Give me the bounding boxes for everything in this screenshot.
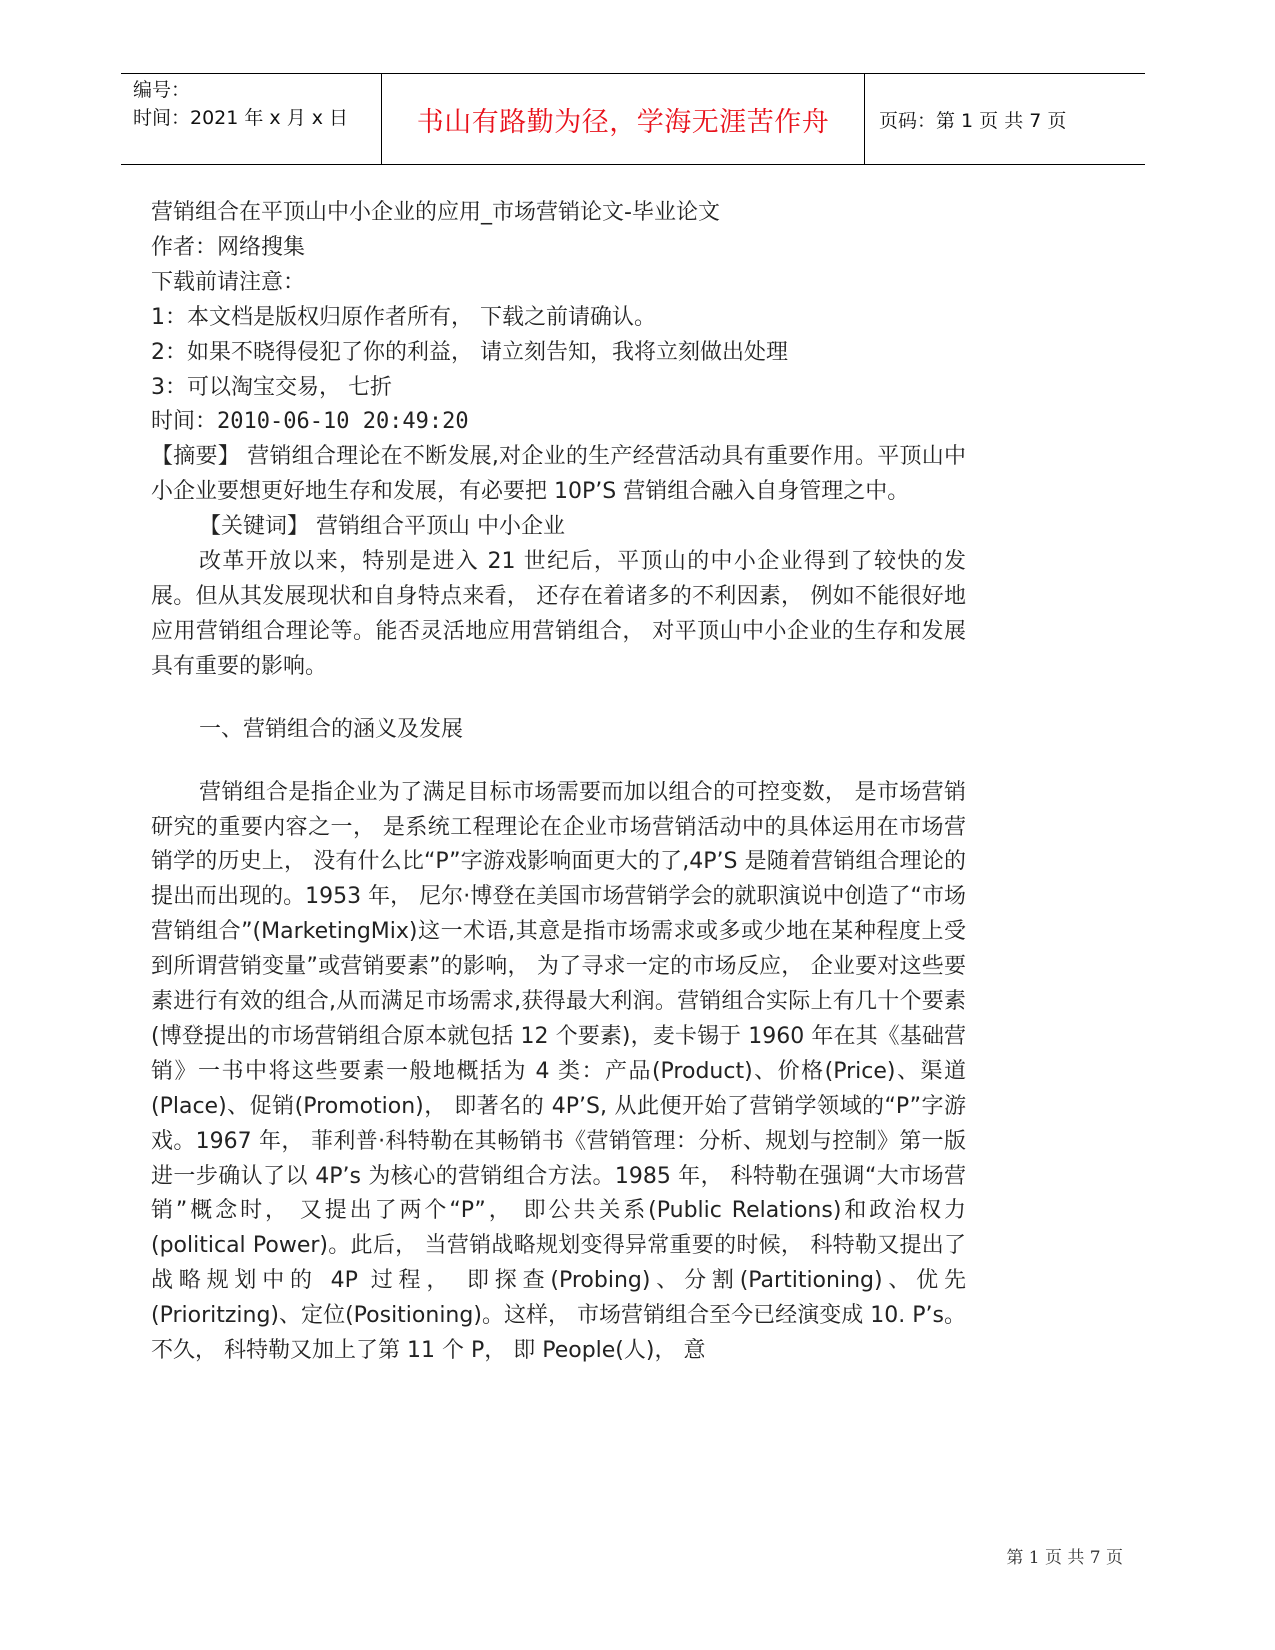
notice-item-1: 1：本文档是版权归原作者所有， 下载之前请确认。 bbox=[151, 304, 656, 330]
body-paragraph-1: 营销组合是指企业为了满足目标市场需要而加以组合的可控变数， 是市场营销研究的重要内容之一， 是系统工程理论在企业市场营销活动中的具体运用在市场营销学的历史上， 没有什么比“P”字游戏影响面更大的了,4P’S 是随着营销组合理论的提出而出现的。1953 年， 尼尔·博登在美国市场营销学会的就职演说中创造了“市场营销组合”(MarketingMix)这一术语,其意是指市场需求或多或少地在某种程度上受到所谓营销变量”或营销要素”的影响， 为了寻求一定的市场反应， 企业要对这些要素进行有效的组合,从而满足市场需求,获得最大利润。营销组合实际上有几十个要素(博登提出的市场营销组合原本就包括 12 个要素)，麦卡锡于 1960 年在其《基础营销》一书中将这些要素一般地概括为 4 类：产品(Product)、价格(Price)、渠道(Place)、促销(Promotion)， 即著名的 4P’S, 从此便开始了营销学领域的“P”字游戏。1967 年， 菲利普·科特勒在其畅销书《营销管理：分析、规划与控制》第一版进一步确认了以 4P’s 为核心的营销组合方法。1985 年， 科特勒在强调“大市场营销”概念时， 又提出了两个“P”， 即公共关系(Public Relations)和政治权力(political Power)。此后， 当营销战略规划变得异常重要的时候， 科特勒又提出了战略规划中的 4P 过程， 即探查(Probing)、分割(Partitioning)、优先(Prioritzing)、定位(Positioning)。这样， 市场营销组合至今已经演变成 10. P’s。不久， 科特勒又加上了第 11 个 P， 即 People(人)， 意 bbox=[151, 779, 966, 1364]
page-footer: 第 1 页 共 7 页 bbox=[1006, 1548, 1123, 1568]
header-motto: 书山有路勤为径，学海无涯苦作舟 bbox=[416, 106, 830, 138]
document-title: 营销组合在平顶山中小企业的应用_市场营销论文-毕业论文 bbox=[151, 200, 720, 225]
document-author: 作者：网络搜集 bbox=[151, 234, 306, 260]
document-time: 时间：2010-06-10 20:49:20 bbox=[151, 409, 469, 435]
section-heading-1: 一、营销组合的涵义及发展 bbox=[199, 716, 464, 742]
header-page-label: 页码：第 1 页 共 7 页 bbox=[879, 109, 1067, 132]
header-left-cell bbox=[121, 74, 381, 164]
header-table bbox=[121, 73, 1145, 165]
header-page-cell bbox=[865, 74, 1145, 164]
header-motto-cell bbox=[381, 74, 865, 164]
notice-item-2: 2：如果不晓得侵犯了你的利益， 请立刻告知，我将立刻做出处理 bbox=[151, 339, 788, 365]
notice-heading: 下载前请注意： bbox=[151, 269, 306, 295]
document-number-label: 编号： bbox=[133, 79, 191, 101]
document-body bbox=[151, 196, 966, 1369]
document-time-label: 时间：2021 年 x 月 x 日 bbox=[133, 107, 349, 129]
notice-item-3: 3：可以淘宝交易， 七折 bbox=[151, 374, 392, 400]
intro-paragraph: 改革开放以来，特别是进入 21 世纪后，平顶山的中小企业得到了较快的发展。但从其发展现状和自身特点来看， 还存在着诸多的不利因素， 例如不能很好地应用营销组合理论等。能否灵活地应用营销组合， 对平顶山中小企业的生存和发展具有重要的影响。 bbox=[151, 549, 966, 679]
abstract-paragraph: 【摘要】 营销组合理论在不断发展,对企业的生产经营活动具有重要作用。平顶山中小企业要想更好地生存和发展，有必要把 10P’S 营销组合融入自身管理之中。 bbox=[151, 444, 966, 505]
keywords-line: 【关键词】 营销组合平顶山 中小企业 bbox=[199, 514, 565, 540]
